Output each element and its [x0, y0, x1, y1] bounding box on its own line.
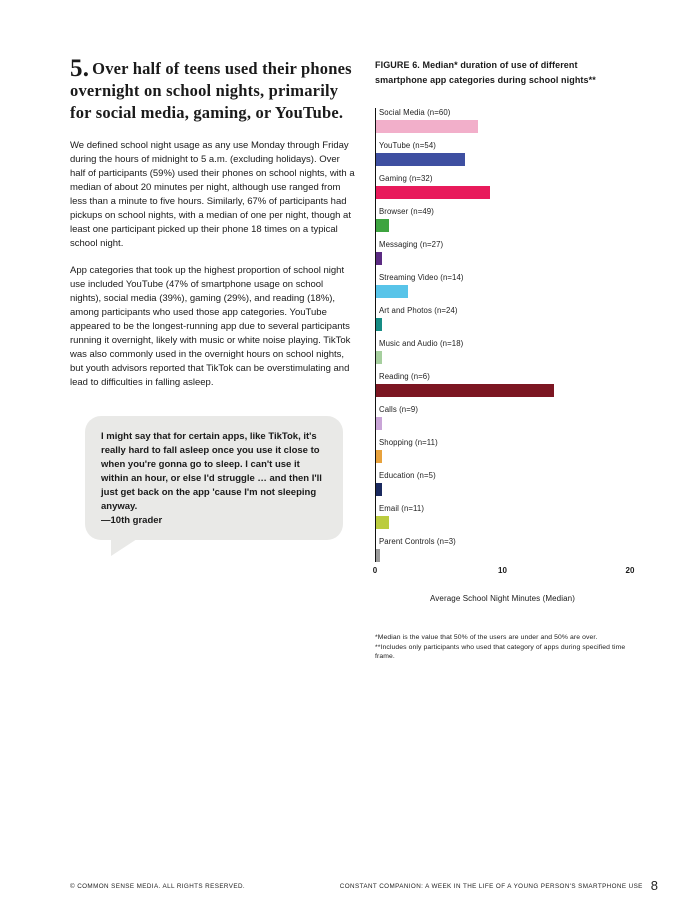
- bar-label: Email (n=11): [379, 504, 425, 513]
- footnote: *Median is the value that 50% of the users are under and 50% are over.: [375, 634, 598, 641]
- bar-label: YouTube (n=54): [379, 141, 436, 150]
- page-footer: [70, 878, 658, 893]
- bar: [376, 417, 382, 430]
- chart-row: [376, 438, 630, 463]
- bar-label: Education (n=5): [379, 471, 436, 480]
- section-number: 5.: [70, 55, 90, 82]
- chart-row: [376, 141, 630, 166]
- chart-row: [376, 306, 630, 331]
- body-paragraph: App categories that took up the highest proportion of school night use included YouTube (47% of smartphone usage on school nights), social media (39%), gaming (29%), and reading (18%), among participants who used those app categories. YouTube appeared to be the longest-running app due to several participants running it overnight, likely with music or white noise playing. TikTok was also commonly used in the overnight hours on school nights, but youth advisors reported that TikTok can be overstimulating and lead to difficulties in falling asleep.: [70, 265, 351, 388]
- bar-label: Calls (n=9): [379, 405, 419, 414]
- section-heading-text: Over half of teens used their phones overnight on school nights, primarily for social media, gaming, or YouTube.: [70, 59, 352, 122]
- x-tick-label: 0: [372, 566, 378, 575]
- quote-attribution: —10th grader: [101, 515, 163, 526]
- bar-label: Browser (n=49): [379, 207, 434, 216]
- chart-row: [376, 273, 630, 298]
- bar-label: Art and Photos (n=24): [379, 306, 458, 315]
- bar: [376, 252, 382, 265]
- footer-copyright: © COMMON SENSE MEDIA. ALL RIGHTS RESERVED.: [70, 883, 246, 890]
- bar: [376, 219, 389, 232]
- section-heading: [70, 55, 355, 124]
- page-number: 8: [650, 878, 658, 893]
- bar: [376, 483, 382, 496]
- bar: [376, 285, 408, 298]
- chart-row: [376, 504, 630, 529]
- figure-footnotes: [375, 633, 630, 662]
- bar-label: Streaming Video (n=14): [379, 273, 464, 282]
- chart-row: [376, 372, 630, 397]
- figure-title: FIGURE 6. Median* duration of use of different smartphone app categories during school nights**: [375, 60, 596, 85]
- footnote: **Includes only participants who used that category of apps during specified time frame.: [375, 643, 626, 660]
- bar: [376, 120, 478, 133]
- article-body: [70, 139, 355, 390]
- bar-label: Music and Audio (n=18): [379, 339, 464, 348]
- article-column: [70, 55, 355, 662]
- bar: [376, 186, 490, 199]
- bar: [376, 450, 382, 463]
- quote-text: I might say that for certain apps, like TikTok, it's really hard to fall asleep once you use it close to when you're gonna go to sleep. I can't use it within an hour, or else I'd struggle … and then I'll just get back on the app 'cause I'm not sleeping anyway.: [101, 431, 322, 512]
- x-axis-ticks: [372, 566, 635, 578]
- bar-label: Shopping (n=11): [379, 438, 438, 447]
- chart-row: [376, 108, 630, 133]
- chart-row: [376, 174, 630, 199]
- bar-label: Parent Controls (n=3): [379, 537, 456, 546]
- pull-quote-bubble: [85, 416, 343, 540]
- footer-report-title: CONSTANT COMPANION: A WEEK IN THE LIFE OF A YOUNG PERSON'S SMARTPHONE USE: [339, 883, 643, 890]
- x-tick-label: 20: [625, 566, 635, 575]
- bar: [376, 384, 554, 397]
- chart-row: [376, 471, 630, 496]
- bar-label: Social Media (n=60): [379, 108, 451, 117]
- bar: [376, 351, 382, 364]
- x-tick-label: 10: [498, 566, 507, 575]
- bar-label: Gaming (n=32): [379, 174, 433, 183]
- bar: [376, 549, 380, 562]
- figure-column: [372, 58, 635, 662]
- chart-row: [376, 405, 630, 430]
- bar-label: Reading (n=6): [379, 372, 430, 381]
- chart-row: [376, 339, 630, 364]
- chart-row: [376, 537, 630, 562]
- chart-row: [376, 207, 630, 232]
- footer-right: [339, 878, 658, 893]
- bar: [376, 318, 382, 331]
- chart-row: [376, 240, 630, 265]
- bar-chart: [375, 108, 630, 562]
- body-paragraph: We defined school night usage as any use Monday through Friday during the hours of midnight to 5 a.m. (excluding holidays). Over half of participants (59%) used their phones on school nights, with a median of about 20 minutes per night, although use ranged from less than a minute to five hours. Similarly, 67% of participants had pickups on school nights, with a median of one per night, though at least one participant picked up their phone 18 times on a typical school night.: [70, 140, 355, 249]
- bar: [376, 516, 389, 529]
- bar-label: Messaging (n=27): [379, 240, 444, 249]
- x-axis-label: Average School Night Minutes (Median): [430, 594, 575, 603]
- bar: [376, 153, 465, 166]
